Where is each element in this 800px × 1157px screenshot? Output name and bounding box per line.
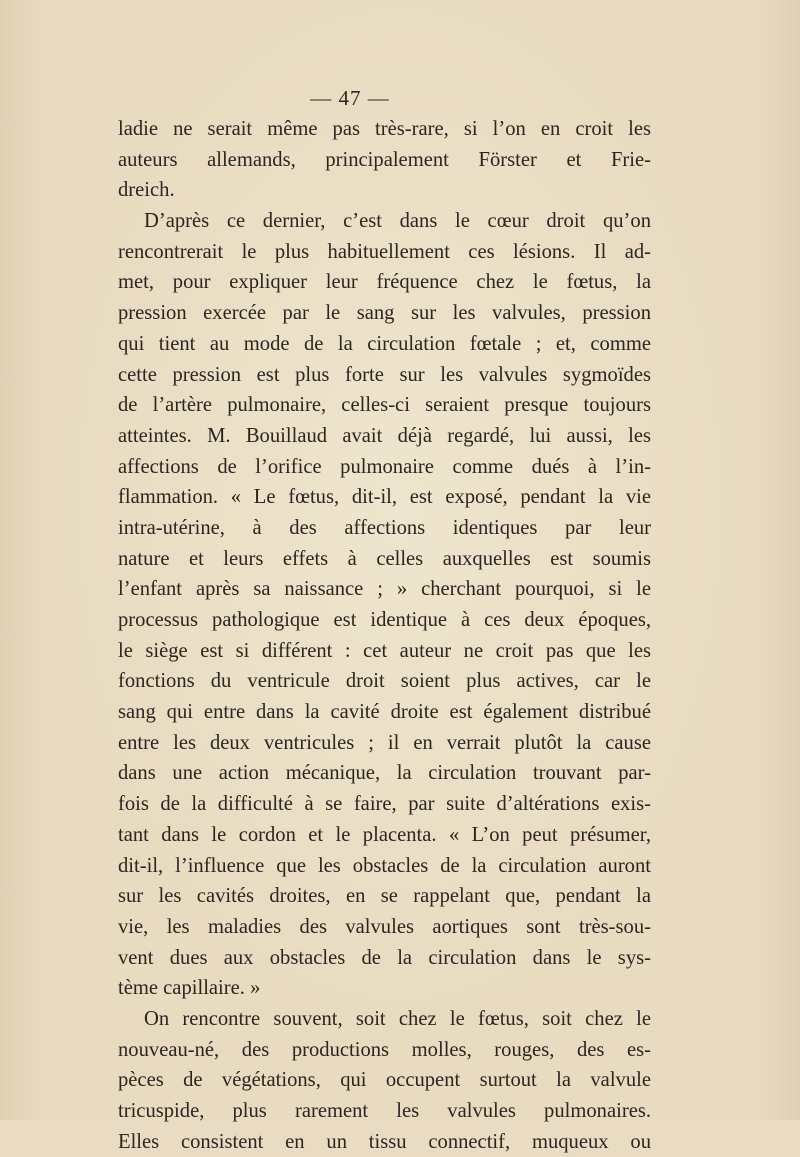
text-line: intra-utérine, à des affections identiques par leur bbox=[118, 516, 651, 539]
text-line: cette pression est plus forte sur les valvules sygmoïdes bbox=[118, 363, 651, 386]
text-line: de l’artère pulmonaire, celles-ci seraient presque toujours bbox=[118, 394, 651, 417]
text-line: dans une action mécanique, la circulation trouvant par- bbox=[118, 762, 651, 785]
text-line: pression exercée par le sang sur les valvules, pression bbox=[118, 302, 651, 325]
text-line: dit-il, l’influence que les obstacles de la circulation auront bbox=[118, 854, 651, 877]
text-line: fois de la difficulté à se faire, par suite d’altérations exis- bbox=[118, 793, 651, 816]
page-number: — 47 — bbox=[310, 86, 390, 110]
text-line: nature et leurs effets à celles auxquelles est soumis bbox=[118, 547, 651, 570]
body-text bbox=[118, 114, 651, 1157]
text-line: fonctions du ventricule droit soient plus actives, car le bbox=[118, 670, 651, 693]
text-line: affections de l’orifice pulmonaire comme dués à l’in- bbox=[118, 455, 651, 478]
text-line: tème capillaire. » bbox=[118, 977, 261, 1000]
text-line: entre les deux ventricules ; il en verrait plutôt la cause bbox=[118, 731, 651, 754]
text-line: Elles consistent en un tissu connectif, muqueux ou bbox=[118, 1130, 651, 1153]
text-line: rencontrerait le plus habituellement ces lésions. Il ad- bbox=[118, 240, 651, 263]
text-line: pèces de végétations, qui occupent surtout la valvule bbox=[118, 1069, 651, 1092]
text-line: vent dues aux obstacles de la circulation dans le sys- bbox=[118, 946, 651, 969]
text-line: dreich. bbox=[118, 179, 175, 202]
text-line: sang qui entre dans la cavité droite est également distribué bbox=[118, 701, 651, 724]
text-line: nouveau-né, des productions molles, rouges, des es- bbox=[118, 1038, 651, 1061]
text-line: qui tient au mode de la circulation fœtale ; et, comme bbox=[118, 332, 651, 355]
text-line: auteurs allemands, principalement Förster et Frie- bbox=[118, 148, 651, 171]
text-line: D’après ce dernier, c’est dans le cœur droit qu’on bbox=[144, 210, 651, 233]
text-line: ladie ne serait même pas très-rare, si l’on en croit les bbox=[118, 118, 651, 140]
text-line: atteintes. M. Bouillaud avait déjà regardé, lui aussi, les bbox=[118, 424, 651, 447]
text-line: sur les cavités droites, en se rappelant que, pendant la bbox=[118, 885, 651, 908]
text-line: tant dans le cordon et le placenta. « L’on peut présumer, bbox=[118, 823, 651, 846]
text-line: met, pour expliquer leur fréquence chez le fœtus, la bbox=[118, 271, 651, 294]
text-line: On rencontre souvent, soit chez le fœtus, soit chez le bbox=[144, 1007, 651, 1030]
text-line: le siège est si différent : cet auteur ne croit pas que les bbox=[118, 639, 651, 662]
text-line: processus pathologique est identique à ces deux époques, bbox=[118, 609, 651, 631]
text-line: l’enfant après sa naissance ; » cherchant pourquoi, si le bbox=[118, 578, 651, 601]
text-line: tricuspide, plus rarement les valvules pulmonaires. bbox=[118, 1100, 651, 1122]
text-line: vie, les maladies des valvules aortiques sont très-sou- bbox=[118, 915, 651, 938]
text-line: flammation. « Le fœtus, dit-il, est exposé, pendant la vie bbox=[118, 486, 651, 509]
